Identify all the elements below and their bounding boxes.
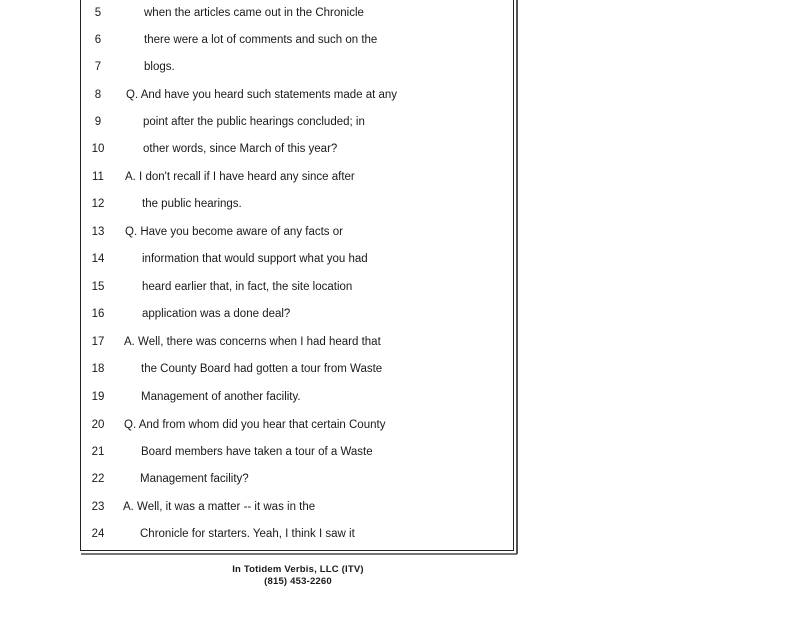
footer-phone: (815) 453-2260: [264, 576, 332, 587]
line-text: Management of another facility.: [141, 391, 301, 403]
line-text: A. Well, it was a matter -- it was in the: [123, 501, 316, 513]
transcript-line: [81, 30, 511, 50]
transcript-line: [81, 194, 511, 214]
transcript-line: [81, 469, 511, 489]
transcript-line: [81, 524, 511, 544]
line-number: 18: [91, 363, 105, 375]
line-text: A. I don't recall if I have heard any since after: [125, 171, 355, 183]
transcript-line: [81, 415, 511, 435]
line-text: when the articles came out in the Chronicle: [144, 7, 364, 19]
transcript-line: [81, 332, 511, 352]
line-text: other words, since March of this year?: [143, 143, 338, 155]
transcript-line: [81, 222, 511, 242]
line-number: 12: [91, 198, 105, 210]
line-text: the public hearings.: [142, 198, 242, 210]
line-number: 23: [91, 501, 105, 513]
transcript-line: [81, 304, 511, 324]
line-number: 10: [91, 143, 105, 155]
transcript-line: [81, 85, 511, 105]
transcript-page: [80, 0, 514, 551]
line-number: 9: [94, 116, 102, 128]
transcript-line: [81, 57, 511, 77]
line-text: application was a done deal?: [142, 308, 291, 320]
transcript-line: [81, 359, 511, 379]
line-number: 20: [91, 419, 105, 431]
line-text: A. Well, there was concerns when I had heard that: [124, 336, 381, 348]
transcript-line: [81, 139, 511, 159]
line-number: 21: [91, 446, 105, 458]
line-number: 6: [94, 34, 102, 46]
transcript-line: [81, 277, 511, 297]
line-text: point after the public hearings concluded; in: [143, 116, 365, 128]
line-number: 24: [91, 528, 105, 540]
footer-company: In Totidem Verbis, LLC (ITV): [232, 564, 364, 575]
line-text: Q. And have you heard such statements made at any: [126, 89, 398, 101]
line-number: 7: [94, 61, 102, 73]
line-text: Board members have taken a tour of a Waste: [141, 446, 373, 458]
transcript-line: [81, 112, 511, 132]
transcript-line: [81, 249, 511, 269]
line-number: 11: [92, 171, 104, 183]
transcript-line: [81, 497, 511, 517]
line-text: heard earlier that, in fact, the site location: [142, 281, 353, 293]
line-number: 5: [94, 7, 102, 19]
transcript-line: [81, 167, 511, 187]
line-text: there were a lot of comments and such on the: [144, 34, 378, 46]
line-text: Management facility?: [140, 473, 249, 485]
line-text: Q. Have you become aware of any facts or: [125, 226, 343, 238]
transcript-line: [81, 442, 511, 462]
line-text: Chronicle for starters. Yeah, I think I saw it: [140, 528, 355, 540]
line-number: 14: [91, 253, 105, 265]
line-text: information that would support what you had: [142, 253, 368, 265]
line-number: 22: [91, 473, 105, 485]
transcript-line: [81, 3, 511, 23]
line-number: 19: [91, 391, 105, 403]
line-text: blogs.: [144, 61, 175, 73]
line-number: 8: [94, 89, 102, 101]
transcript-line: [81, 387, 511, 407]
line-number: 16: [91, 308, 105, 320]
line-number: 13: [91, 226, 105, 238]
line-number: 15: [91, 281, 105, 293]
line-number: 17: [91, 336, 105, 348]
line-text: Q. And from whom did you hear that certain County: [124, 419, 386, 431]
line-text: the County Board had gotten a tour from Waste: [141, 363, 383, 375]
